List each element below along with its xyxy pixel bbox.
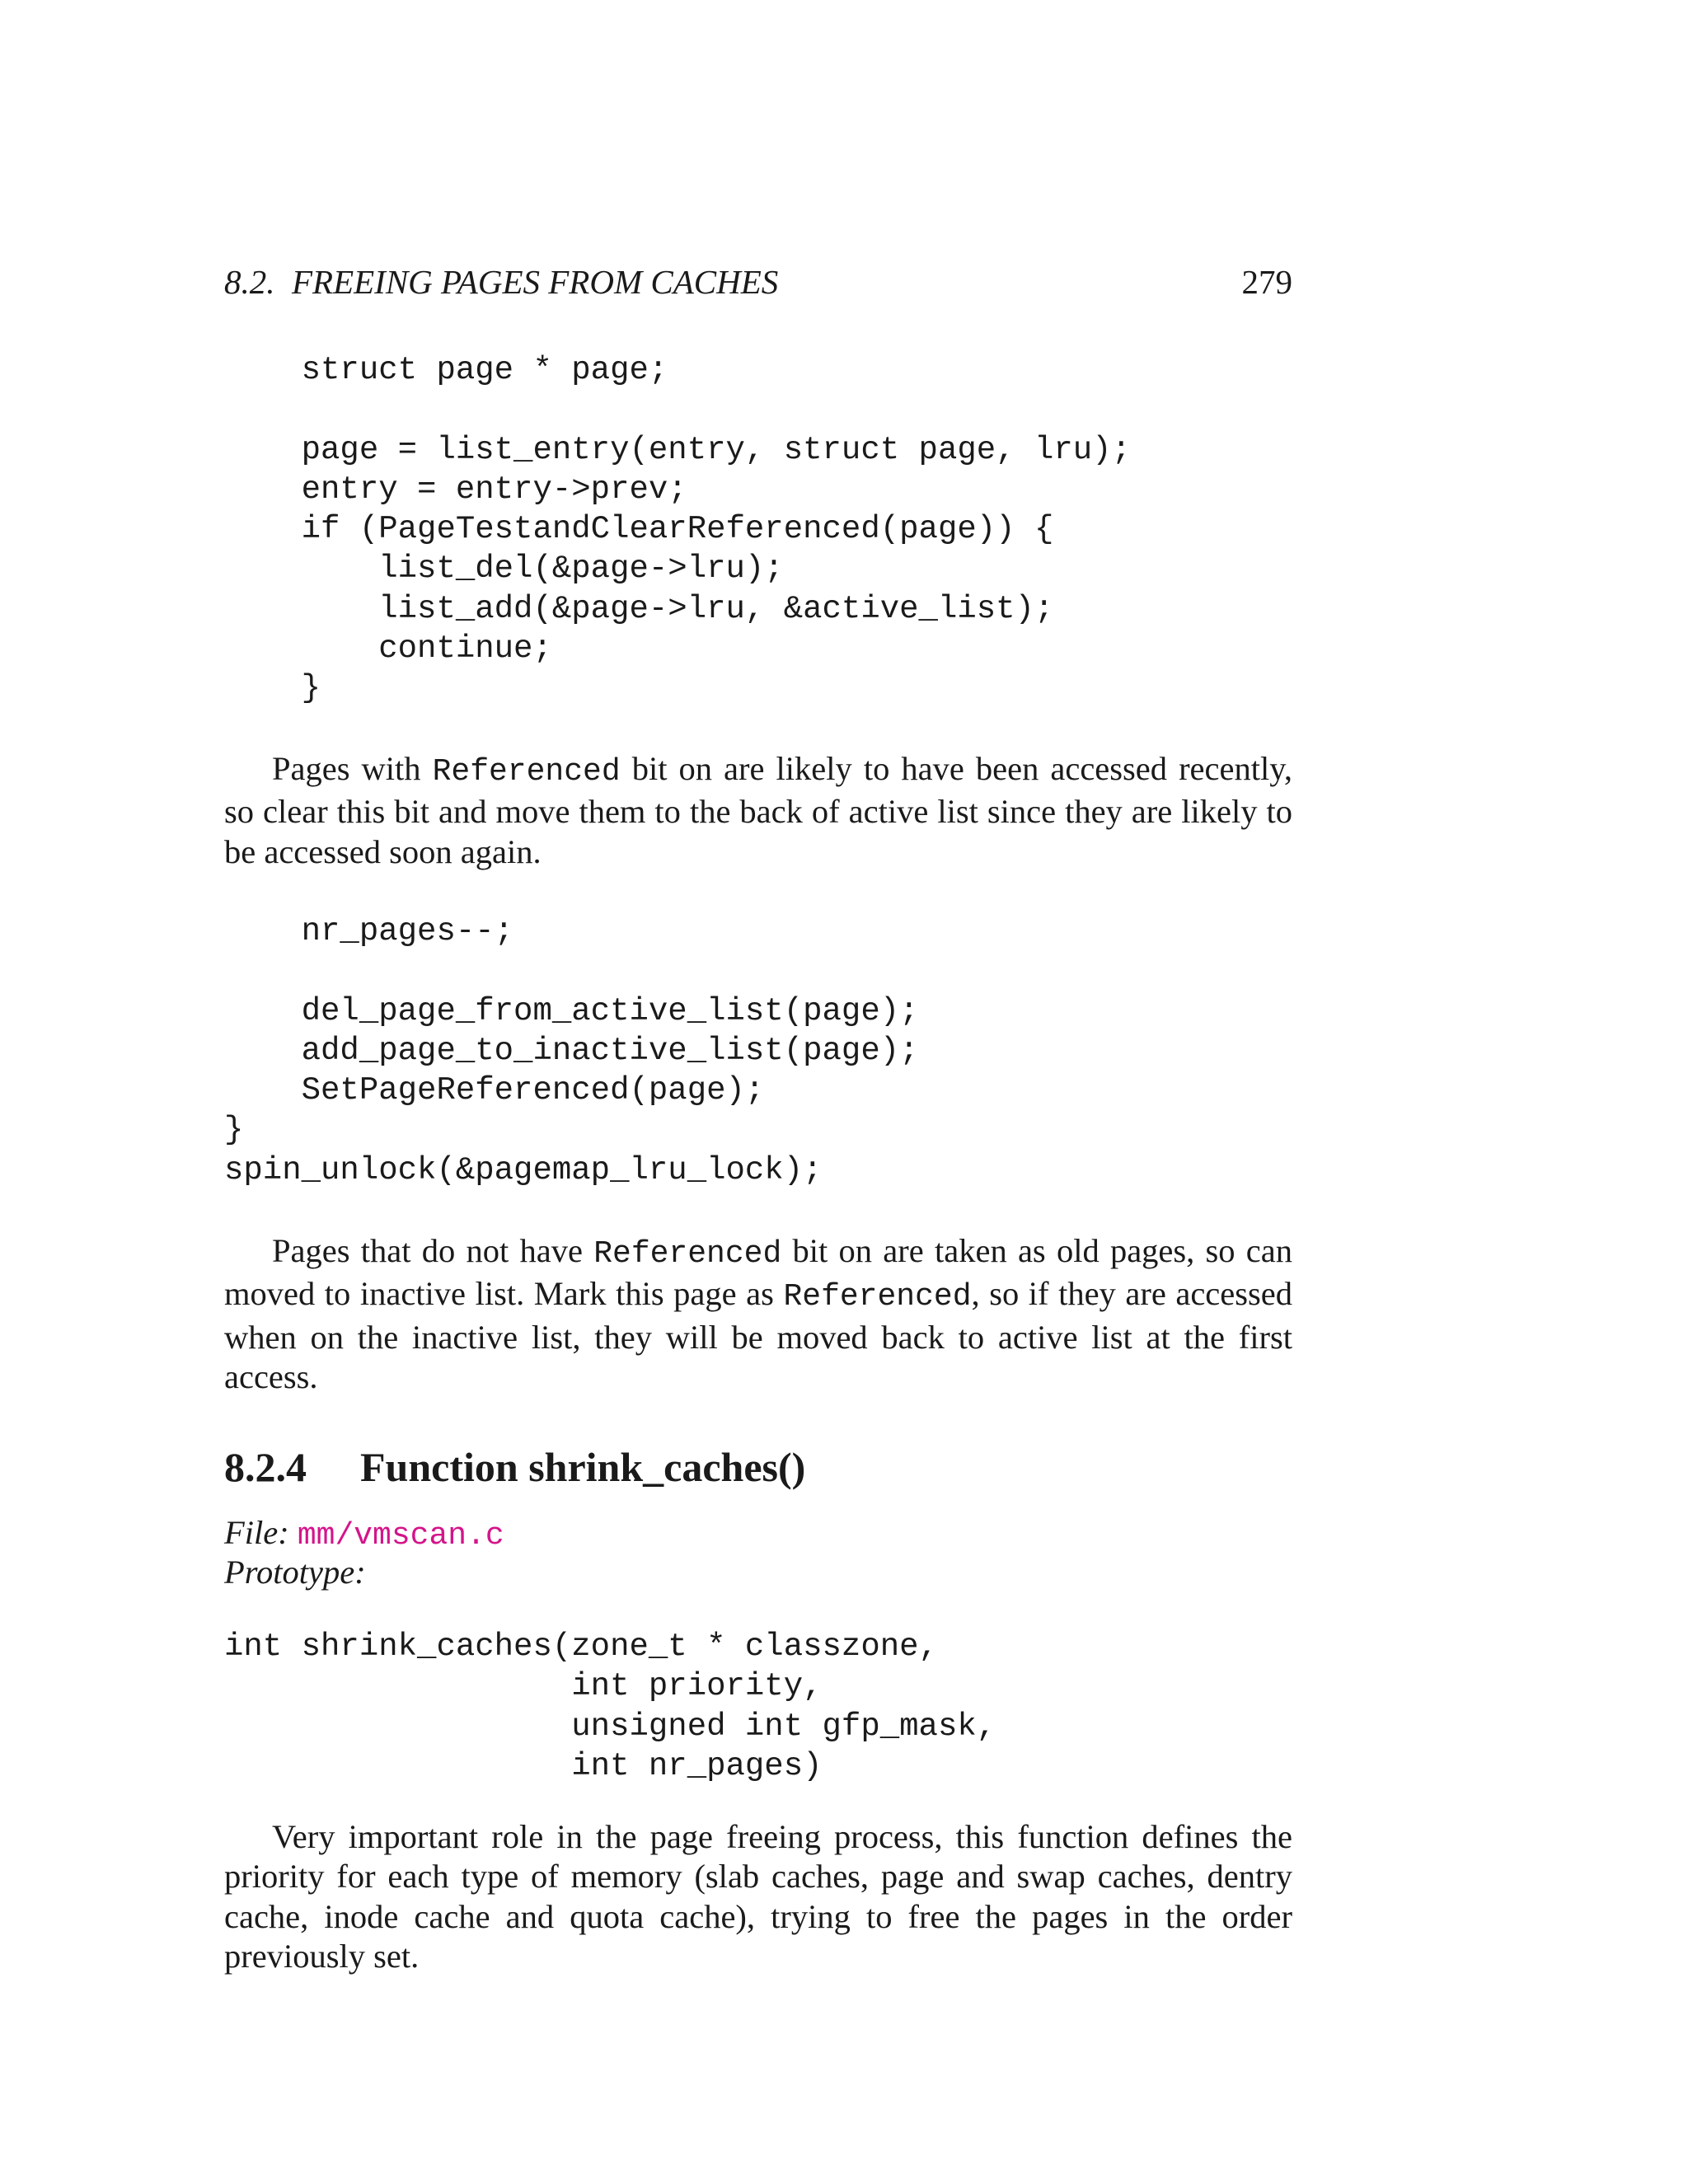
inline-code: Referenced	[593, 1236, 782, 1272]
section-number: 8.2.4	[224, 1444, 307, 1490]
code-line: unsigned int gfp_mask,	[224, 1708, 996, 1745]
code-block-deactivate	[224, 912, 919, 1190]
paragraph-text: Very important role in the page freeing process, this function defines the priority for each type of memory (slab caches, page and swap caches, dentry cache, inode cache and quota cache), trying to free the pages in the order previously set.	[224, 1818, 1292, 1975]
code-line: page = list_entry(entry, struct page, lru);	[224, 431, 1131, 468]
section-title: Function shrink_caches()	[360, 1444, 806, 1490]
code-line	[224, 951, 919, 991]
code-line: spin_unlock(&pagemap_lru_lock);	[224, 1151, 823, 1188]
code-block-prototype	[224, 1627, 996, 1786]
file-line	[224, 1513, 504, 1556]
code-line: struct page * page;	[224, 352, 668, 388]
file-path-link[interactable]: mm/vmscan.c	[297, 1518, 504, 1554]
prototype-label: Prototype:	[224, 1554, 366, 1591]
document-page	[224, 0, 1292, 2184]
code-line: }	[224, 1112, 244, 1149]
section-heading	[224, 1441, 805, 1493]
code-line: int priority,	[224, 1668, 823, 1705]
code-line: if (PageTestandClearReferenced(page)) {	[224, 511, 1054, 548]
code-line: }	[224, 670, 321, 707]
paragraph-text: Pages that do not have	[272, 1232, 594, 1269]
paragraph-function-description	[224, 1817, 1292, 1976]
code-line: entry = entry->prev;	[224, 471, 687, 508]
code-line: add_page_to_inactive_list(page);	[224, 1032, 919, 1069]
code-line: del_page_from_active_list(page);	[224, 992, 919, 1029]
file-label: File:	[224, 1514, 289, 1551]
code-line: int shrink_caches(zone_t * classzone,	[224, 1629, 938, 1665]
code-line	[224, 390, 1131, 429]
page-number: 279	[1241, 263, 1292, 301]
paragraph-text: , so if they are accessed when on the inactive list, they will be moved back to active list at the first access.	[224, 1275, 1293, 1395]
code-line: continue;	[224, 630, 552, 668]
paragraph-text: bit on are taken as old pages, so can moved to inactive list. Mark this page as	[224, 1232, 1293, 1313]
code-line: int nr_pages)	[224, 1747, 823, 1784]
paragraph-text: Pages with	[272, 750, 433, 787]
running-header-title: 8.2. FREEING PAGES FROM CACHES	[224, 263, 779, 301]
inline-code: Referenced	[432, 754, 621, 790]
code-line: SetPageReferenced(page);	[224, 1072, 765, 1109]
code-line: list_add(&page->lru, &active_list);	[224, 590, 1054, 627]
prototype-line	[224, 1553, 366, 1592]
code-block-loop-body	[224, 350, 1131, 709]
code-line: list_del(&page->lru);	[224, 551, 784, 588]
running-header	[224, 259, 1292, 305]
code-line: nr_pages--;	[224, 913, 514, 949]
paragraph-referenced-recent	[224, 749, 1292, 872]
paragraph-old-pages	[224, 1231, 1292, 1397]
inline-code: Referenced	[783, 1279, 972, 1315]
paragraph-text: bit on are likely to have been accessed recently, so clear this bit and move them to the back of active list since they are likely to be accessed soon again.	[224, 750, 1292, 870]
